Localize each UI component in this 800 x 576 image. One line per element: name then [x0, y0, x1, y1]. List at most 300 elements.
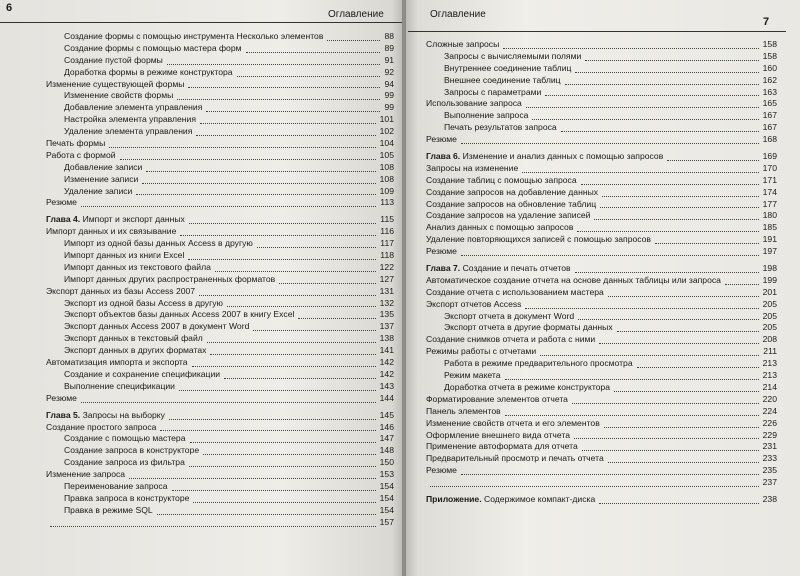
- toc-leader-dots: [575, 63, 759, 73]
- toc-entry-title: Применение автоформата для отчета: [426, 441, 578, 452]
- toc-entry-title: [426, 494, 597, 506]
- toc-page-number: 160: [762, 62, 777, 73]
- toc-page-number: 101: [379, 114, 394, 125]
- toc-entry-title: Доработка формы в режиме конструктора: [64, 66, 233, 77]
- chapter-label: Глава 4.: [46, 214, 81, 225]
- toc-page-number: 213: [762, 370, 777, 381]
- toc-subsection-entry: [426, 63, 777, 75]
- toc-leader-dots: [81, 393, 376, 403]
- toc-leader-dots: [565, 75, 759, 85]
- toc-entry-title: Создание запросов на добавление данных: [426, 186, 599, 197]
- toc-page-number: 138: [379, 333, 394, 344]
- toc-page-number: 213: [762, 358, 777, 369]
- toc-page-number: 142: [379, 368, 394, 379]
- toc-section-entry: [426, 175, 777, 187]
- toc-entry-title: Запросы с вычисляемыми полями: [444, 50, 582, 61]
- toc-page-number: 174: [762, 186, 777, 197]
- toc-subsection-entry: [46, 114, 394, 126]
- toc-section-entry: [426, 287, 777, 299]
- toc-page-number: 141: [379, 345, 394, 356]
- toc-section-entry: [46, 357, 394, 369]
- left-page-number: 6: [6, 2, 13, 14]
- toc-section-entry: [46, 79, 394, 91]
- toc-leader-dots: [206, 102, 380, 112]
- toc-subsection-entry: [426, 322, 777, 334]
- toc-page-number: 143: [379, 380, 394, 391]
- toc-leader-dots: [545, 87, 759, 97]
- toc-section-entry: [46, 138, 394, 150]
- toc-subsection-entry: [46, 457, 394, 469]
- toc-page-number: 131: [379, 285, 394, 296]
- toc-leader-dots: [505, 406, 759, 416]
- toc-page-number: 150: [379, 457, 394, 468]
- toc-leader-dots: [136, 186, 376, 196]
- toc-entry-title: Создание запросов на обновление таблиц: [426, 198, 597, 209]
- toc-page-number: 205: [762, 298, 777, 309]
- toc-leader-dots: [200, 114, 376, 124]
- right-header-rule: [408, 31, 786, 32]
- toc-page-number: 211: [763, 346, 777, 357]
- toc-leader-dots: [461, 465, 759, 475]
- toc-subsection-entry: [46, 67, 394, 79]
- toc-entry-title: Режимы работы с отчетами: [426, 346, 537, 357]
- toc-section-entry: [426, 275, 777, 287]
- toc-subsection-entry: [46, 433, 394, 445]
- toc-page-number: 116: [380, 226, 394, 237]
- toc-leader-dots: [461, 246, 759, 256]
- toc-subsection-entry: [46, 186, 394, 198]
- toc-page-number: 214: [762, 381, 777, 392]
- toc-leader-dots: [637, 358, 759, 368]
- toc-page-number: 99: [384, 90, 394, 101]
- toc-page-number: 102: [379, 126, 394, 137]
- toc-leader-dots: [189, 214, 376, 224]
- toc-subsection-entry: [426, 358, 777, 370]
- toc-page-number: 142: [379, 357, 394, 368]
- toc-leader-dots: [599, 494, 759, 504]
- toc-entry-title: Экспорт из одной базы Access в другую: [64, 297, 223, 308]
- toc-page-number: 191: [762, 234, 777, 245]
- toc-subsection-entry: [46, 445, 394, 457]
- toc-subsection-entry: [46, 238, 394, 250]
- toc-leader-dots: [179, 381, 376, 391]
- toc-page-number: 169: [762, 151, 777, 162]
- toc-entry-title: Изменение существующей формы: [46, 78, 185, 89]
- toc-section-entry: [46, 197, 394, 209]
- toc-page-number: 199: [762, 274, 777, 285]
- toc-page-number: 135: [379, 309, 394, 320]
- toc-leader-dots: [192, 357, 376, 367]
- toc-entry-title: Импорт данных из текстового файла: [64, 261, 211, 272]
- toc-page-number: 108: [379, 173, 394, 184]
- toc-entry-title: Внешнее соединение таблиц: [444, 74, 561, 85]
- toc-leader-dots: [614, 382, 759, 392]
- toc-subsection-entry: [46, 43, 394, 55]
- toc-page-number: 104: [379, 138, 394, 149]
- toc-entry-title: Резюме: [426, 246, 457, 257]
- toc-page-number: 205: [762, 322, 777, 333]
- toc-entry-title: Экспорт данных Access 2007 в документ Word: [64, 321, 250, 332]
- toc-section-entry: [426, 98, 777, 110]
- toc-subsection-entry: [46, 493, 394, 505]
- toc-page-number: 171: [762, 174, 777, 185]
- toc-leader-dots: [188, 250, 376, 260]
- toc-section-entry: [426, 394, 777, 406]
- chapter-title: Создание и печать отчетов: [462, 263, 571, 274]
- toc-entry-title: Изменение записи: [64, 173, 139, 184]
- toc-leader-dots: [50, 517, 376, 527]
- toc-leader-dots: [207, 333, 376, 343]
- toc-entry-title: Автоматическое создание отчета на основе данных таблицы или запроса: [426, 274, 721, 285]
- toc-section-entry: [426, 222, 777, 234]
- chapter-label: Приложение.: [426, 493, 482, 504]
- toc-subsection-entry: [46, 505, 394, 517]
- toc-leader-dots: [604, 418, 759, 428]
- toc-entry-title: Экспорт объектов базы данных Access 2007 в книгу Excel: [64, 309, 295, 320]
- toc-leader-dots: [246, 43, 380, 53]
- toc-subsection-entry: [46, 90, 394, 102]
- toc-section-entry: [426, 134, 777, 146]
- chapter-label: Глава 5.: [46, 409, 81, 420]
- toc-subsection-entry: [46, 262, 394, 274]
- toc-page-number: 167: [762, 110, 777, 121]
- toc-page-number: 91: [384, 54, 394, 65]
- toc-entry-title: Экспорт данных из базы Access 2007: [46, 285, 196, 296]
- toc-page-number: 88: [384, 31, 394, 41]
- toc-leader-dots: [189, 457, 376, 467]
- toc-leader-dots: [210, 345, 376, 355]
- toc-chapter-entry: [426, 263, 777, 275]
- toc-page-number: 153: [379, 469, 394, 480]
- chapter-label: Глава 6.: [426, 151, 461, 162]
- toc-section-entry: [46, 469, 394, 481]
- chapter-title: Запросы на выборку: [82, 409, 165, 420]
- toc-entry-title: Создание формы с помощью инструмента Несколько элементов: [64, 31, 324, 41]
- toc-page-number: 198: [762, 263, 777, 274]
- toc-section-entry: [426, 406, 777, 418]
- toc-entry-title: Изменение запроса: [46, 469, 126, 480]
- toc-entry-title: Создание и сохранение спецификации: [64, 368, 221, 379]
- toc-leader-dots: [594, 210, 759, 220]
- toc-subsection-entry: [426, 87, 777, 99]
- toc-chapter-entry: [46, 410, 394, 422]
- toc-page-number: 148: [379, 445, 394, 456]
- toc-entry-title: Печать результатов запроса: [444, 122, 557, 133]
- toc-section-entry: [426, 453, 777, 465]
- toc-entry-title: Внутреннее соединение таблиц: [444, 62, 572, 73]
- toc-leader-dots: [575, 263, 759, 273]
- toc-leader-dots: [169, 410, 376, 420]
- toc-leader-dots: [532, 110, 759, 120]
- toc-leader-dots: [160, 422, 376, 432]
- toc-leader-dots: [574, 430, 759, 440]
- toc-leader-dots: [157, 505, 376, 515]
- toc-leader-dots: [203, 445, 376, 455]
- toc-subsection-entry: [46, 126, 394, 138]
- left-header-rule: [0, 22, 404, 23]
- toc-entry-title: Экспорт данных в текстовый файл: [64, 333, 203, 344]
- toc-subsection-entry: [426, 370, 777, 382]
- toc-section-entry: [426, 199, 777, 211]
- toc-leader-dots: [146, 162, 376, 172]
- toc-chapter-entry: [426, 151, 777, 163]
- toc-section-entry: [426, 465, 777, 477]
- toc-entry-title: Работа с формой: [46, 149, 116, 160]
- toc-entry-title: Предварительный просмотр и печать отчета: [426, 453, 604, 464]
- toc-subsection-entry: [426, 311, 777, 323]
- toc-entry-title: Удаление повторяющихся записей с помощью запросов: [426, 234, 652, 245]
- toc-page-number: 208: [762, 334, 777, 345]
- toc-entry-title: Экспорт отчета в документ Word: [444, 310, 575, 321]
- toc-subsection-entry: [46, 345, 394, 357]
- toc-leader-dots: [505, 370, 759, 380]
- toc-leader-dots: [120, 150, 376, 160]
- toc-leader-dots: [561, 122, 759, 132]
- toc-page-number: 158: [762, 50, 777, 61]
- toc-page-number: 229: [762, 429, 777, 440]
- toc-chapter-entry: [426, 494, 777, 506]
- toc-section-entry: [426, 39, 777, 51]
- toc-section-entry: [426, 418, 777, 430]
- toc-entry-title: Удаление записи: [64, 185, 133, 196]
- toc-entry-title: Экспорт данных в других форматах: [64, 345, 207, 356]
- toc-page-number: 185: [762, 222, 777, 233]
- toc-entry-title: Оформление внешнего вида отчета: [426, 429, 571, 440]
- toc-page-number: 127: [379, 273, 394, 284]
- toc-entry-title: Запросы с параметрами: [444, 86, 542, 97]
- toc-entry-title: [46, 410, 167, 422]
- toc-page-number: 157: [379, 516, 394, 527]
- toc-page-number: 113: [380, 197, 394, 208]
- toc-entry-title: Импорт данных из книги Excel: [64, 250, 185, 261]
- toc-section-entry: [426, 246, 777, 258]
- chapter-label: Глава 7.: [426, 263, 461, 274]
- toc-page-number: 237: [762, 477, 777, 488]
- toc-subsection-entry: [46, 250, 394, 262]
- toc-entry-title: [426, 151, 665, 163]
- toc-leader-dots: [600, 199, 759, 209]
- toc-leader-dots: [215, 262, 376, 272]
- toc-leader-dots: [129, 469, 376, 479]
- toc-leader-dots: [572, 394, 759, 404]
- toc-page-number: 205: [762, 310, 777, 321]
- toc-page-number: 233: [762, 453, 777, 464]
- toc-entry-title: Использование запроса: [426, 98, 522, 109]
- toc-subsection-entry: [46, 321, 394, 333]
- toc-entry-title: [46, 214, 187, 226]
- toc-subsection-entry: [46, 274, 394, 286]
- toc-leader-dots: [227, 298, 376, 308]
- toc-leader-dots: [577, 222, 759, 232]
- toc-page-number: 168: [762, 134, 777, 145]
- toc-page-number: 167: [762, 122, 777, 133]
- toc-page-number: 147: [379, 433, 394, 444]
- toc-leader-dots: [109, 138, 376, 148]
- toc-entry-title: Печать формы: [46, 138, 106, 149]
- toc-page-number: 158: [762, 39, 777, 49]
- toc-section-entry: [426, 334, 777, 346]
- toc-leader-dots: [298, 309, 376, 319]
- toc-subsection-entry: [46, 102, 394, 114]
- toc-page-number: 154: [379, 504, 394, 515]
- toc-leader-dots: [578, 311, 759, 321]
- toc-entry-title: Резюме: [46, 197, 77, 208]
- toc-section-entry: [426, 430, 777, 442]
- toc-entry-title: Удаление элемента управления: [64, 126, 193, 137]
- toc-entry-title: Импорт данных других распространенных форматов: [64, 273, 276, 284]
- toc-page-number: 146: [379, 421, 394, 432]
- toc-page-number: 118: [380, 250, 394, 261]
- toc-subsection-entry: [46, 174, 394, 186]
- toc-page-number: 235: [762, 465, 777, 476]
- toc-leader-dots: [167, 55, 380, 65]
- toc-page-number: 99: [384, 102, 394, 113]
- toc-entry-title: Автоматизация импорта и экспорта: [46, 357, 188, 368]
- toc-entry-title: Создание формы с помощью мастера форм: [64, 42, 242, 53]
- toc-subsection-entry: [426, 51, 777, 63]
- right-page-number: 7: [763, 16, 770, 28]
- toc-leader-dots: [190, 433, 376, 443]
- toc-page-number: 115: [380, 214, 394, 225]
- toc-entry-title: Создание пустой формы: [64, 54, 163, 65]
- toc-page-number: 162: [762, 74, 777, 85]
- toc-section-entry: [426, 234, 777, 246]
- toc-leader-dots: [177, 90, 380, 100]
- toc-section-entry: [46, 517, 394, 529]
- toc-entry-title: Панель элементов: [426, 405, 501, 416]
- toc-subsection-entry: [426, 122, 777, 134]
- toc-entry-title: Создание запросов на удаление записей: [426, 210, 591, 221]
- toc-section-entry: [46, 422, 394, 434]
- toc-page-number: 137: [379, 321, 394, 332]
- toc-page-number: 165: [762, 98, 777, 109]
- toc-subsection-entry: [46, 162, 394, 174]
- toc-subsection-entry: [46, 309, 394, 321]
- toc-leader-dots: [257, 238, 376, 248]
- toc-entry-title: Создание таблиц с помощью запроса: [426, 174, 577, 185]
- toc-page-number: 177: [762, 198, 777, 209]
- toc-entry-title: Настройка элемента управления: [64, 114, 196, 125]
- toc-subsection-entry: [46, 381, 394, 393]
- toc-leader-dots: [193, 493, 376, 503]
- toc-subsection-entry: [426, 110, 777, 122]
- toc-page-number: 94: [384, 78, 394, 89]
- toc-entry-title: Добавление элемента управления: [64, 102, 203, 113]
- left-header-title: Оглавление: [328, 9, 384, 20]
- toc-leader-dots: [585, 51, 759, 61]
- toc-leader-dots: [655, 234, 759, 244]
- toc-entry-title: Правка в режиме SQL: [64, 504, 153, 515]
- toc-page-number: 231: [762, 441, 777, 452]
- toc-subsection-entry: [46, 55, 394, 67]
- toc-entry-title: Запросы на изменение: [426, 162, 519, 173]
- toc-page-number: 224: [762, 405, 777, 416]
- toc-section-entry: [426, 477, 777, 489]
- toc-entry-title: Создание запроса из фильтра: [64, 457, 185, 468]
- toc-page-number: 238: [762, 493, 777, 504]
- toc-leader-dots: [188, 79, 380, 89]
- toc-entry-title: Анализ данных с помощью запросов: [426, 222, 574, 233]
- toc-page-number: 122: [379, 261, 394, 272]
- toc-leader-dots: [602, 187, 759, 197]
- toc-entry-title: Доработка отчета в режиме конструктора: [444, 381, 610, 392]
- toc-leader-dots: [199, 286, 376, 296]
- toc-section-entry: [426, 346, 777, 358]
- toc-leader-dots: [224, 369, 376, 379]
- toc-leader-dots: [253, 321, 376, 331]
- toc-section-entry: [46, 286, 394, 298]
- toc-leader-dots: [503, 39, 759, 49]
- right-page: [406, 0, 800, 576]
- toc-entry-title: Создание с помощью мастера: [64, 433, 186, 444]
- toc-leader-dots: [180, 226, 376, 236]
- toc-entry-title: Выполнение спецификации: [64, 380, 175, 391]
- toc-entry-title: Экспорт отчетов Access: [426, 298, 522, 309]
- toc-page-number: 132: [379, 297, 394, 308]
- toc-leader-dots: [237, 67, 380, 77]
- toc-subsection-entry: [46, 31, 394, 43]
- toc-entry-title: Создание снимков отчета и работа с ними: [426, 334, 596, 345]
- toc-entry-title: Правка запроса в конструкторе: [64, 492, 190, 503]
- toc-entry-title: Работа в режиме предварительного просмотра: [444, 358, 633, 369]
- toc-entry-title: Сложные запросы: [426, 39, 500, 49]
- toc-leader-dots: [540, 346, 759, 356]
- toc-section-entry: [426, 163, 777, 175]
- toc-subsection-entry: [426, 382, 777, 394]
- toc-page-number: 226: [762, 417, 777, 428]
- toc-page-number: 145: [379, 409, 394, 420]
- toc-leader-dots: [599, 334, 759, 344]
- toc-leader-dots: [581, 175, 759, 185]
- toc-entry-title: Создание отчета с использованием мастера: [426, 286, 604, 297]
- toc-section-entry: [46, 393, 394, 405]
- toc-subsection-entry: [46, 481, 394, 493]
- toc-section-entry: [426, 187, 777, 199]
- toc-leader-dots: [725, 275, 759, 285]
- toc-page-number: 201: [762, 286, 777, 297]
- toc-leader-dots: [667, 151, 759, 161]
- chapter-title: Импорт и экспорт данных: [82, 214, 185, 225]
- toc-leader-dots: [279, 274, 376, 284]
- toc-entry-title: Режим макета: [444, 370, 501, 381]
- toc-subsection-entry: [46, 333, 394, 345]
- toc-leader-dots: [81, 197, 376, 207]
- toc-page-number: 163: [762, 86, 777, 97]
- toc-leader-dots: [172, 481, 376, 491]
- toc-entry-title: Резюме: [426, 134, 457, 145]
- toc-entry-title: Создание запроса в конструкторе: [64, 445, 200, 456]
- toc-subsection-entry: [46, 369, 394, 381]
- toc-section-entry: [426, 299, 777, 311]
- toc-page-number: 89: [384, 42, 394, 53]
- toc-entry-title: Форматирование элементов отчета: [426, 393, 568, 404]
- toc-entry-title: [426, 263, 573, 275]
- toc-leader-dots: [430, 477, 759, 487]
- toc-section-entry: [426, 210, 777, 222]
- toc-leader-dots: [327, 31, 380, 41]
- toc-leader-dots: [582, 441, 759, 451]
- toc-entry-title: Переименование запроса: [64, 480, 168, 491]
- toc-leader-dots: [617, 322, 759, 332]
- toc-entry-title: Изменение свойств формы: [64, 90, 174, 101]
- toc-leader-dots: [142, 174, 376, 184]
- toc-subsection-entry: [46, 298, 394, 310]
- toc-entry-title: Создание простого запроса: [46, 421, 157, 432]
- toc-page-number: 117: [380, 238, 394, 249]
- toc-leader-dots: [461, 134, 759, 144]
- toc-entry-title: Импорт из одной базы данных Access в другую: [64, 238, 253, 249]
- toc-entry-title: Изменение свойств отчета и его элементов: [426, 417, 600, 428]
